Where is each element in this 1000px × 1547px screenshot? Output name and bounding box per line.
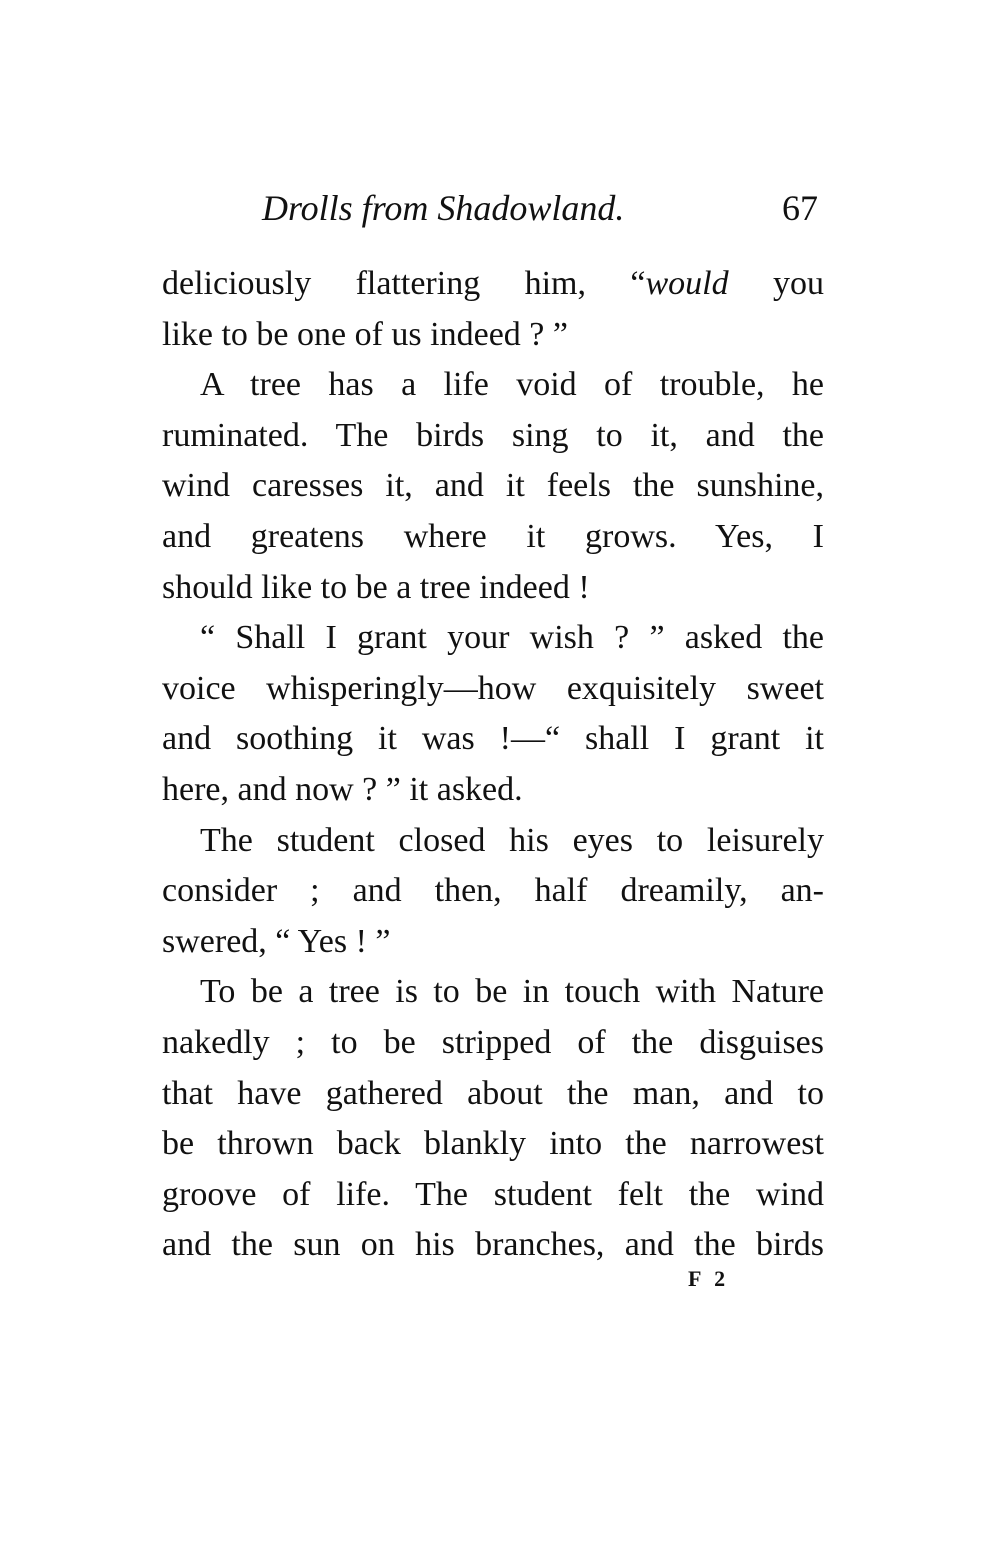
text-line — [162, 967, 824, 1018]
line-text: should like to be a tree indeed ! — [162, 568, 590, 606]
line-text: deliciously flattering him, “ — [162, 265, 646, 302]
text-line — [162, 917, 824, 968]
text-line — [162, 866, 824, 917]
line-text: groove of life. The student felt the wind — [162, 1175, 824, 1213]
body-text — [162, 259, 824, 1271]
text-line — [162, 512, 824, 563]
text-line — [162, 563, 824, 614]
text-line — [162, 1170, 824, 1221]
line-text: consider ; and then, half dreamily, an- — [162, 872, 824, 910]
line-text: you — [728, 265, 825, 302]
text-line — [162, 714, 824, 765]
emphasis-text: would — [645, 265, 729, 302]
text-line — [162, 613, 824, 664]
running-head — [262, 178, 826, 238]
line-text: “ Shall I grant your wish ? ” asked the — [200, 619, 824, 657]
line-text: and soothing it was !—“ shall I grant it — [162, 720, 824, 758]
line-text: A tree has a life void of trouble, he — [200, 366, 824, 404]
line-text: The student closed his eyes to leisurely — [200, 821, 824, 859]
line-text: wind caresses it, and it feels the sunshine, — [162, 467, 824, 505]
line-text: To be a tree is to be in touch with Nature — [200, 973, 824, 1011]
line-text: and the sun on his branches, and the birds — [162, 1226, 824, 1264]
text-line — [162, 259, 824, 310]
line-text: here, and now ? ” it asked. — [162, 770, 523, 808]
text-line — [162, 1220, 824, 1271]
text-line — [162, 1018, 824, 1069]
line-text: voice whisperingly—how exquisitely sweet — [162, 669, 824, 707]
line-text: be thrown back blankly into the narrowest — [162, 1125, 824, 1163]
text-line — [162, 360, 824, 411]
line-text: and greatens where it grows. Yes, I — [162, 517, 824, 555]
page-number: 67 — [782, 188, 818, 228]
text-line — [162, 1069, 824, 1120]
text-line — [162, 816, 824, 867]
text-line — [162, 461, 824, 512]
line-text: that have gathered about the man, and to — [162, 1074, 824, 1112]
text-line — [162, 411, 824, 462]
signature-mark: F 2 — [688, 1266, 730, 1291]
text-line — [162, 1119, 824, 1170]
text-line — [162, 765, 824, 816]
running-title: Drolls from Shadowland. — [262, 188, 625, 228]
text-line — [162, 664, 824, 715]
line-text: like to be one of us indeed ? ” — [162, 315, 568, 353]
line-text: ruminated. The birds sing to it, and the — [162, 416, 824, 454]
line-text: nakedly ; to be stripped of the disguises — [162, 1023, 824, 1061]
text-line — [162, 310, 824, 361]
line-text: swered, “ Yes ! ” — [162, 922, 391, 960]
